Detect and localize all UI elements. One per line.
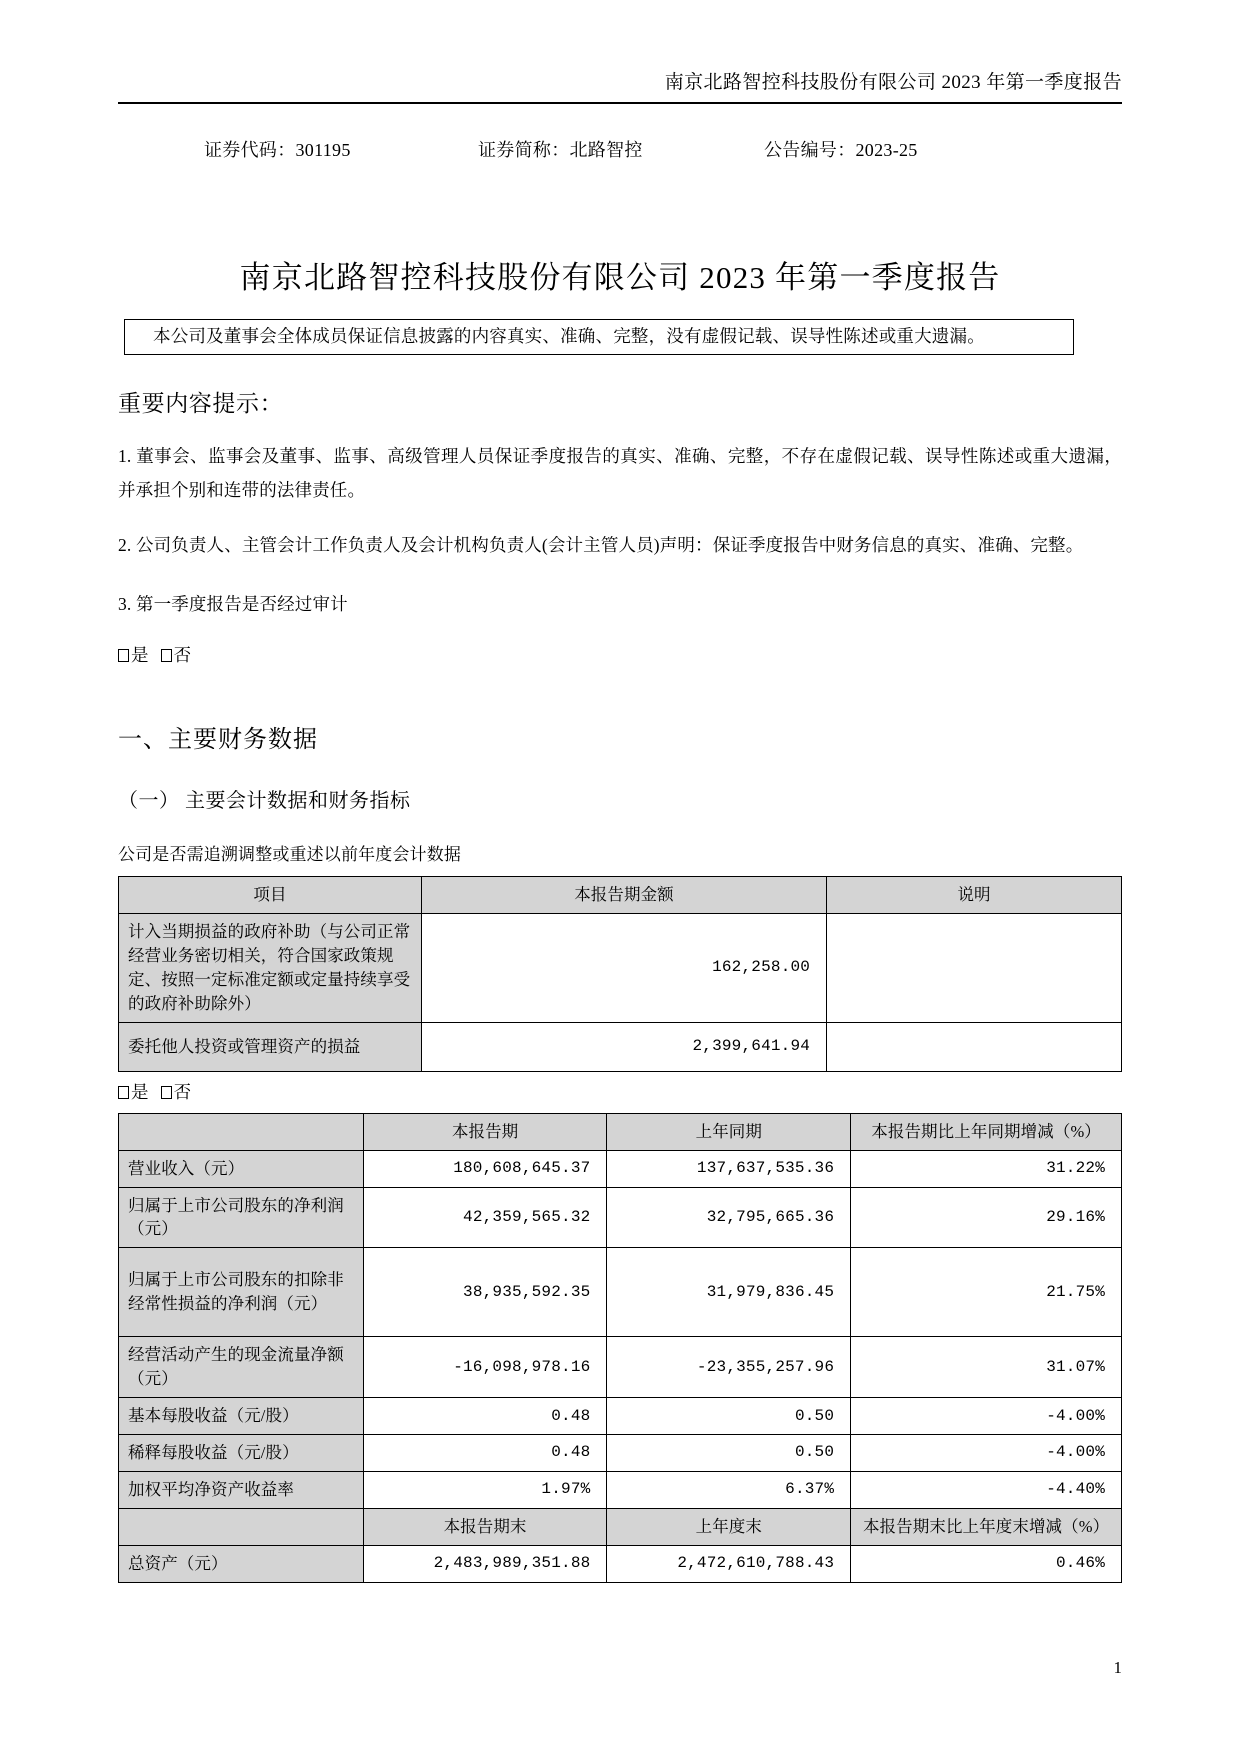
table-row [119,1150,1122,1187]
table-row [119,1187,1122,1248]
row-label: 经营活动产生的现金流量净额（元） [119,1337,364,1398]
table-row [119,1435,1122,1472]
row-label: 加权平均净资产收益率 [119,1472,364,1509]
row-prior: 6.37% [607,1472,851,1509]
retro-checkbox-row [118,1079,1122,1104]
section-1-subheading: （一） 主要会计数据和财务指标 [118,790,411,813]
row-prior: 2,472,610,788.43 [607,1545,851,1582]
table-row [119,1022,1122,1071]
row-current: 2,483,989,351.88 [363,1545,607,1582]
col-header-amount: 本报告期金额 [421,877,826,914]
row-change: 31.07% [851,1337,1122,1398]
row-current: 0.48 [363,1398,607,1435]
row-note [827,913,1122,1022]
checkbox-yes-icon[interactable] [118,649,129,662]
table-row [119,1248,1122,1337]
table-header-row [119,1113,1122,1150]
table-subheader-row [119,1508,1122,1545]
row-label: 计入当期损益的政府补助（与公司正常经营业务密切相关，符合国家政策规定、按照一定标准定额或定量持续享受的政府补助除外） [119,913,422,1022]
col-header-note: 说明 [827,877,1122,914]
retrospective-adjustment-note: 公司是否需追溯调整或重述以前年度会计数据 [118,845,461,865]
row-change: 21.75% [851,1248,1122,1337]
row-prior: -23,355,257.96 [607,1337,851,1398]
row-note [827,1022,1122,1071]
col-header-current-period: 本报告期 [363,1113,607,1150]
important-notice-heading: 重要内容提示： [118,391,284,417]
row-label: 营业收入（元） [119,1150,364,1187]
notice-item-1: 1. 董事会、监事会及董事、监事、高级管理人员保证季度报告的真实、准确、完整，不存在虚假记载、误导性陈述或重大遗漏，并承担个别和连带的法律责任。 [118,446,1122,501]
col-header-change-2: 本报告期末比上年度末增减（%） [851,1508,1122,1545]
table-header-row [119,877,1122,914]
row-label: 归属于上市公司股东的扣除非经常性损益的净利润（元） [119,1248,364,1337]
col-header-period-end: 本报告期末 [363,1508,607,1545]
row-label: 归属于上市公司股东的净利润（元） [119,1187,364,1248]
row-change: -4.00% [851,1398,1122,1435]
table-row [119,1337,1122,1398]
checkbox-yes-label: 是 [131,1081,149,1102]
checkbox-no-label: 否 [173,1081,192,1102]
table-row [119,1545,1122,1582]
col-header-item: 项目 [119,877,422,914]
security-short-name: 证券简称：北路智控 [478,139,643,160]
row-current: -16,098,978.16 [363,1337,607,1398]
audit-checkbox-row [118,642,1122,667]
row-change: 29.16% [851,1187,1122,1248]
checkbox-yes-icon[interactable] [118,1086,129,1099]
row-label: 稀释每股收益（元/股） [119,1435,364,1472]
col-header-prior-period: 上年同期 [607,1113,851,1150]
row-label: 总资产（元） [119,1545,364,1582]
checkbox-no-label: 否 [173,645,192,666]
row-current: 0.48 [363,1435,607,1472]
row-label: 委托他人投资或管理资产的损益 [119,1022,422,1071]
notice-item-3: 3. 第一季度报告是否经过审计 [118,593,348,614]
main-financial-table [118,1113,1122,1583]
row-change: 31.22% [851,1150,1122,1187]
announcement-number: 公告编号：2023-25 [764,139,918,160]
disclaimer-box: 本公司及董事会全体成员保证信息披露的内容真实、准确、完整，没有虚假记载、误导性陈述或重大遗漏。 [124,319,1074,356]
checkbox-no-icon[interactable] [161,649,172,662]
row-prior: 137,637,535.36 [607,1150,851,1187]
checkbox-yes-label: 是 [131,645,149,666]
row-change: -4.00% [851,1435,1122,1472]
table-row [119,913,1122,1022]
row-amount: 2,399,641.94 [421,1022,826,1071]
checkbox-no-icon[interactable] [161,1086,172,1099]
col-header-blank [119,1113,364,1150]
row-current: 1.97% [363,1472,607,1509]
row-amount: 162,258.00 [421,913,826,1022]
page-title: 南京北路智控科技股份有限公司 2023 年第一季度报告 [239,259,1001,295]
security-info-line [118,136,1122,162]
table-row [119,1472,1122,1509]
row-prior: 31,979,836.45 [607,1248,851,1337]
col-header-prior-year-end: 上年度末 [607,1508,851,1545]
col-header-blank-2 [119,1508,364,1545]
running-header: 南京北路智控科技股份有限公司 2023 年第一季度报告 [664,72,1122,93]
row-change: -4.40% [851,1472,1122,1509]
section-1-heading: 一、主要财务数据 [118,727,318,754]
row-prior: 0.50 [607,1398,851,1435]
row-label: 基本每股收益（元/股） [119,1398,364,1435]
row-prior: 32,795,665.36 [607,1187,851,1248]
security-code: 证券代码：301195 [204,139,351,160]
page-number: 1 [1113,1658,1122,1677]
notice-item-2: 2. 公司负责人、主管会计工作负责人及会计机构负责人(会计主管人员)声明：保证季度报告中财务信息的真实、准确、完整。 [118,535,1084,556]
row-change: 0.46% [851,1545,1122,1582]
row-current: 42,359,565.32 [363,1187,607,1248]
table-row [119,1398,1122,1435]
row-prior: 0.50 [607,1435,851,1472]
nonrecurring-items-table [118,876,1122,1072]
row-current: 38,935,592.35 [363,1248,607,1337]
col-header-change: 本报告期比上年同期增减（%） [851,1113,1122,1150]
header-divider [118,102,1122,104]
row-current: 180,608,645.37 [363,1150,607,1187]
